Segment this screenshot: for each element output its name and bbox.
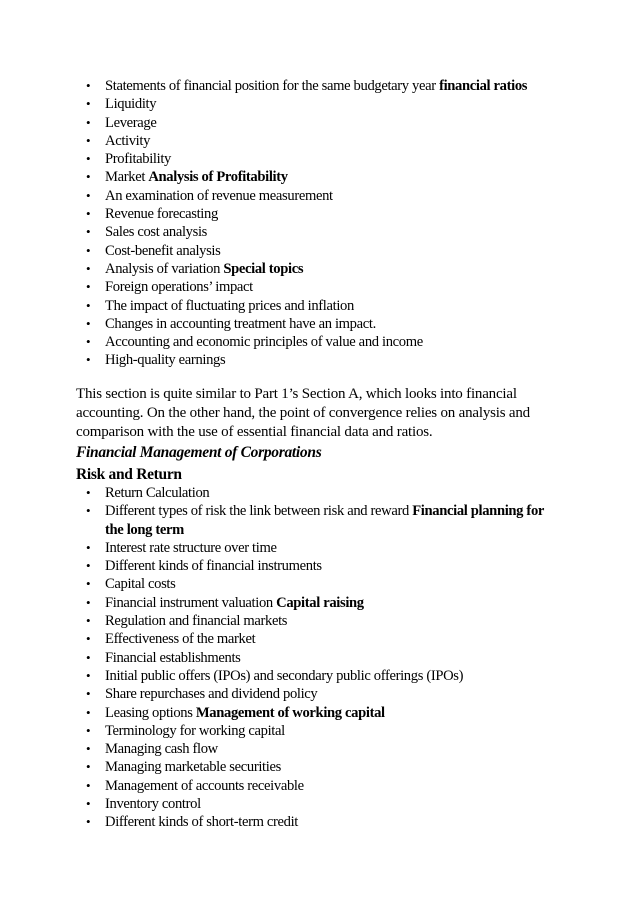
bullet-icon: • bbox=[86, 78, 91, 93]
list-item bbox=[0, 114, 638, 132]
list-item bbox=[0, 351, 638, 369]
bullet-icon: • bbox=[86, 631, 91, 647]
list-item-text: An examination of revenue measurement bbox=[105, 187, 333, 204]
list-item bbox=[0, 813, 638, 831]
list-item bbox=[0, 557, 638, 575]
list-item-text: Initial public offers (IPOs) and secondary public offerings (IPOs) bbox=[105, 667, 464, 684]
bullet-icon: • bbox=[86, 558, 91, 574]
bullet-icon: • bbox=[86, 334, 91, 350]
list-item bbox=[0, 704, 638, 722]
list-item-text: Capital costs bbox=[105, 576, 176, 593]
bullet-list-corporate-finance bbox=[0, 484, 638, 832]
list-item-text: The impact of fluctuating prices and inflation bbox=[105, 297, 354, 314]
list-item-text: Regulation and financial markets bbox=[105, 613, 288, 630]
bullet-icon: • bbox=[86, 96, 91, 112]
list-item-text: Different types of risk the link between risk and reward bbox=[105, 503, 413, 520]
bullet-icon: • bbox=[86, 279, 91, 295]
bullet-icon: • bbox=[86, 503, 91, 519]
list-item bbox=[0, 95, 638, 113]
list-item bbox=[0, 795, 638, 813]
list-item-text: Inventory control bbox=[105, 796, 201, 813]
subheading: Risk and Return bbox=[76, 466, 182, 483]
bullet-icon: • bbox=[86, 667, 91, 683]
list-item-text: Accounting and economic principles of value and income bbox=[105, 334, 423, 351]
list-item-text: Changes in accounting treatment have an impact. bbox=[105, 315, 376, 332]
list-item-text: Managing cash flow bbox=[105, 741, 218, 758]
bullet-icon: • bbox=[86, 224, 91, 240]
bullet-icon: • bbox=[86, 777, 91, 793]
bullet-icon: • bbox=[86, 187, 91, 203]
bullet-icon: • bbox=[86, 206, 91, 222]
list-item bbox=[0, 132, 638, 150]
list-item-bold-heading: financial ratios bbox=[439, 78, 528, 94]
list-item-text: Statements of financial position for the same budgetary year bbox=[105, 78, 440, 94]
bullet-list-financial-analysis bbox=[0, 77, 638, 370]
list-item bbox=[0, 685, 638, 703]
list-item-text: High-quality earnings bbox=[105, 352, 226, 369]
list-item-text: Analysis of variation bbox=[105, 260, 224, 277]
bullet-icon: • bbox=[86, 151, 91, 167]
list-item-text: Terminology for working capital bbox=[105, 722, 285, 739]
list-item bbox=[0, 539, 638, 557]
bullet-icon: • bbox=[86, 704, 91, 720]
bullet-icon: • bbox=[86, 114, 91, 130]
list-item-bold-heading: Capital raising bbox=[276, 594, 364, 611]
list-item-bold-heading: Management of working capital bbox=[195, 704, 385, 721]
bullet-icon: • bbox=[86, 796, 91, 812]
list-item bbox=[0, 594, 638, 612]
list-item-text: Liquidity bbox=[105, 96, 157, 113]
list-item bbox=[0, 278, 638, 296]
bullet-icon: • bbox=[86, 132, 91, 148]
list-item-text: Managing marketable securities bbox=[105, 759, 281, 776]
section-heading: Financial Management of Corporations bbox=[76, 444, 322, 461]
bullet-icon: • bbox=[86, 260, 91, 276]
list-item-text: Return Calculation bbox=[105, 485, 210, 501]
list-item-text: Sales cost analysis bbox=[105, 224, 207, 241]
list-item bbox=[0, 740, 638, 758]
list-item bbox=[0, 77, 638, 95]
bullet-icon: • bbox=[86, 485, 91, 500]
list-item bbox=[0, 722, 638, 740]
list-item-text: Effectiveness of the market bbox=[105, 631, 256, 648]
bullet-icon: • bbox=[86, 594, 91, 610]
bullet-icon: • bbox=[86, 814, 91, 830]
list-item-text: Leverage bbox=[105, 114, 157, 131]
list-item bbox=[0, 150, 638, 168]
list-item bbox=[0, 575, 638, 593]
list-item-bold-heading: Special topics bbox=[223, 260, 304, 277]
list-item-text: Market bbox=[105, 169, 149, 186]
section-paragraph: This section is quite similar to Part 1’s Section A, which looks into financial accounting. On the other hand, the point of convergence relies on analysis and comparison with the use of essential financial data and ratios. bbox=[76, 386, 530, 440]
bullet-icon: • bbox=[86, 649, 91, 665]
bullet-icon: • bbox=[86, 352, 91, 368]
list-item bbox=[0, 168, 638, 186]
list-item-bold-heading: Financial planning for the long term bbox=[105, 503, 544, 538]
bullet-icon: • bbox=[86, 539, 91, 555]
list-item-text: Management of accounts receivable bbox=[105, 777, 304, 794]
bullet-icon: • bbox=[86, 613, 91, 629]
list-item bbox=[0, 667, 638, 685]
list-item-text: Leasing options bbox=[105, 704, 196, 721]
bullet-icon: • bbox=[86, 169, 91, 185]
bullet-list bbox=[0, 77, 638, 370]
list-item-text: Share repurchases and dividend policy bbox=[105, 686, 318, 703]
list-item bbox=[0, 242, 638, 260]
list-item-bold-heading: Analysis of Profitability bbox=[148, 169, 288, 186]
list-item-text: Interest rate structure over time bbox=[105, 539, 277, 556]
bullet-icon: • bbox=[86, 741, 91, 757]
list-item-text: Different kinds of short-term credit bbox=[105, 814, 299, 831]
list-item bbox=[0, 315, 638, 333]
list-item bbox=[0, 758, 638, 776]
bullet-list bbox=[0, 484, 638, 832]
list-item bbox=[0, 777, 638, 795]
list-item bbox=[0, 187, 638, 205]
list-item bbox=[0, 333, 638, 351]
list-item bbox=[0, 649, 638, 667]
list-item-text: Foreign operations’ impact bbox=[105, 279, 253, 296]
list-item-text: Cost-benefit analysis bbox=[105, 242, 221, 259]
list-item-text: Different kinds of financial instruments bbox=[105, 558, 322, 575]
list-item-text: Profitability bbox=[105, 151, 171, 168]
list-item bbox=[0, 502, 638, 539]
list-item bbox=[0, 297, 638, 315]
bullet-icon: • bbox=[86, 759, 91, 775]
list-item bbox=[0, 260, 638, 278]
bullet-icon: • bbox=[86, 686, 91, 702]
list-item bbox=[0, 223, 638, 241]
list-item bbox=[0, 630, 638, 648]
list-item bbox=[0, 484, 638, 502]
list-item-text: Financial instrument valuation bbox=[105, 594, 277, 611]
list-item-text: Revenue forecasting bbox=[105, 206, 218, 223]
bullet-icon: • bbox=[86, 576, 91, 592]
list-item-text: Activity bbox=[105, 132, 151, 149]
bullet-icon: • bbox=[86, 297, 91, 313]
bullet-icon: • bbox=[86, 315, 91, 331]
bullet-icon: • bbox=[86, 722, 91, 738]
list-item bbox=[0, 612, 638, 630]
list-item-text: Financial establishments bbox=[105, 649, 241, 666]
list-item bbox=[0, 205, 638, 223]
bullet-icon: • bbox=[86, 242, 91, 258]
